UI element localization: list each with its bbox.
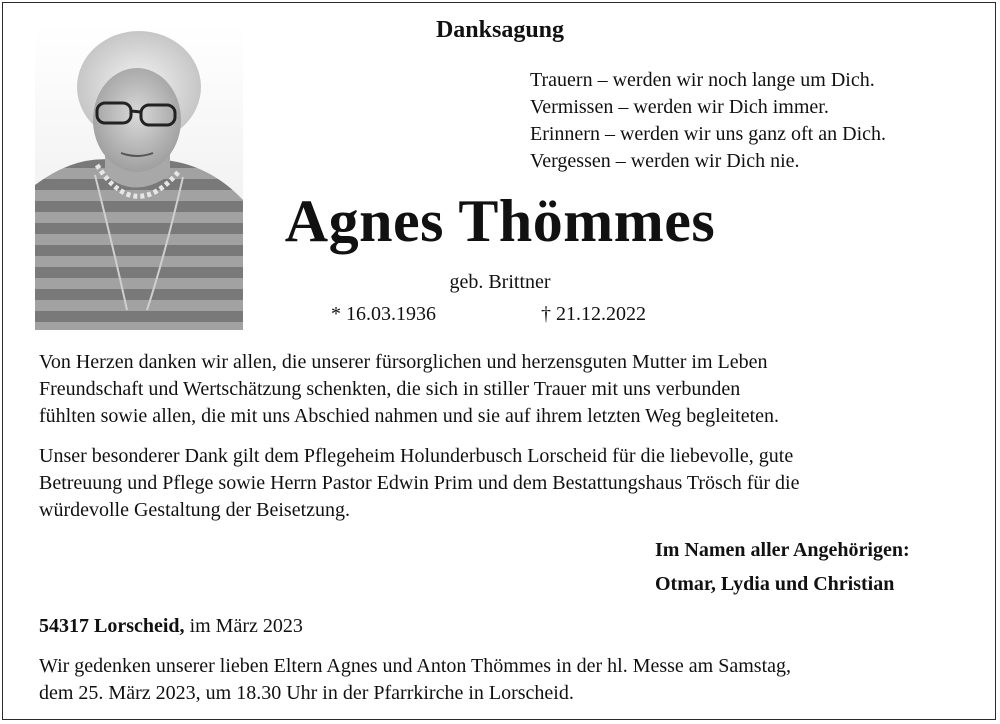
thanks-paragraph [39,349,969,430]
paragraph-line: dem 25. März 2023, um 18.30 Uhr in der Pfarrkirche in Lorscheid. [39,682,574,704]
paragraph-line: würdevolle Gestaltung der Beisetzung. [39,499,351,521]
obituary-notice [2,2,996,720]
deceased-name: Agnes Thömmes [284,188,716,254]
notice-heading: Danksagung [435,17,565,43]
mass-paragraph [39,653,969,707]
death-date: † 21.12.2022 [541,303,646,325]
paragraph-line: Unser besonderer Dank gilt dem Pflegeheim Holunderbusch Lorscheid für die liebevolle, gute [39,445,794,467]
place-date: im März 2023 [184,615,303,637]
verse-line: Vermissen – werden wir Dich immer. [530,96,829,118]
paragraph-line: fühlten sowie allen, die mit uns Abschied nahmen und sie auf ihrem letzten Weg begleiteten. [39,405,780,427]
maiden-name: geb. Brittner [449,271,551,293]
place-and-date [39,615,303,638]
birth-date: * 16.03.1936 [331,303,436,325]
verse-line: Vergessen – werden wir Dich nie. [530,150,800,172]
signature-intro: Im Namen aller Angehörigen: [655,539,910,561]
paragraph-line: Betreuung und Pflege sowie Herrn Pastor Edwin Prim und dem Bestattungshaus Trösch für die [39,472,800,494]
verse-line: Trauern – werden wir noch lange um Dich. [530,69,875,91]
place-city: 54317 Lorscheid, [39,615,185,637]
paragraph-line: Freundschaft und Wertschätzung schenkten, die sich in stiller Trauer mit uns verbunden [39,378,741,400]
paragraph-line: Von Herzen danken wir allen, die unserer fürsorglichen und herzensguten Mutter im Leben [39,351,768,373]
paragraph-line: Wir gedenken unserer lieben Eltern Agnes und Anton Thömmes in der hl. Messe am Samstag, [39,655,792,677]
signature-names: Otmar, Lydia und Christian [655,573,895,595]
memorial-verse [530,67,886,175]
verse-line: Erinnern – werden wir uns ganz oft an Dich. [530,123,886,145]
special-thanks-paragraph [39,443,969,524]
